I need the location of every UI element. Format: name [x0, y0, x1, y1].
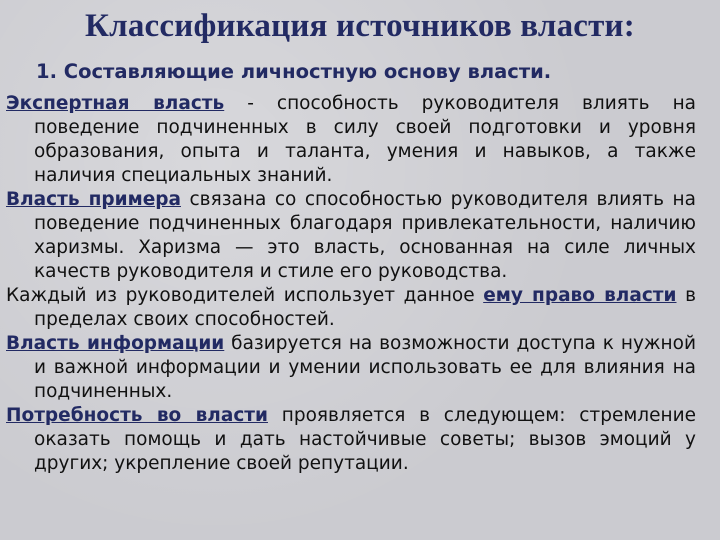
paragraph-text: в пределах своих способностей. [34, 285, 696, 330]
paragraph-text: базируется на возможности доступа к нужной и важной информации и умении использовать ее для влияния на подчиненных. [34, 333, 696, 402]
paragraph-right-of-power [6, 284, 696, 332]
term-power-of-example: Власть примера [6, 189, 181, 210]
paragraph-expert-power [6, 92, 696, 188]
term-expert-power: Экспертная власть [6, 93, 225, 114]
paragraph-text-before: Каждый из руководителей использует данное [6, 285, 484, 306]
paragraph-power-of-information [6, 332, 696, 404]
term-power-of-information: Власть информации [6, 333, 225, 354]
term-right-of-power: ему право власти [483, 285, 677, 306]
slide-body [6, 92, 696, 476]
term-need-for-power: Потребность во власти [6, 405, 268, 426]
paragraph-text: - способность руководителя влиять на поведение подчиненных в силу своей подготовки и уровня образования, опыта и таланта, умения и навыков, а также наличия специальных знаний. [34, 93, 696, 186]
paragraph-text: связана со способностью руководителя влиять на поведение подчиненных благодаря привлекательности, наличию харизмы. Харизма — это власть, основанная на силе личных качеств руководителя и стиле его руководства. [34, 189, 696, 282]
section-subtitle: 1. Составляющие личностную основу власти. [36, 60, 552, 83]
slide-title: Классификация источников власти: [85, 8, 635, 44]
paragraph-need-for-power [6, 404, 696, 476]
paragraph-text: проявляется в следующем: стремление оказать помощь и дать настойчивые советы; вызов эмоций у других; укрепление своей репутации. [34, 405, 696, 474]
paragraph-power-of-example [6, 188, 696, 284]
